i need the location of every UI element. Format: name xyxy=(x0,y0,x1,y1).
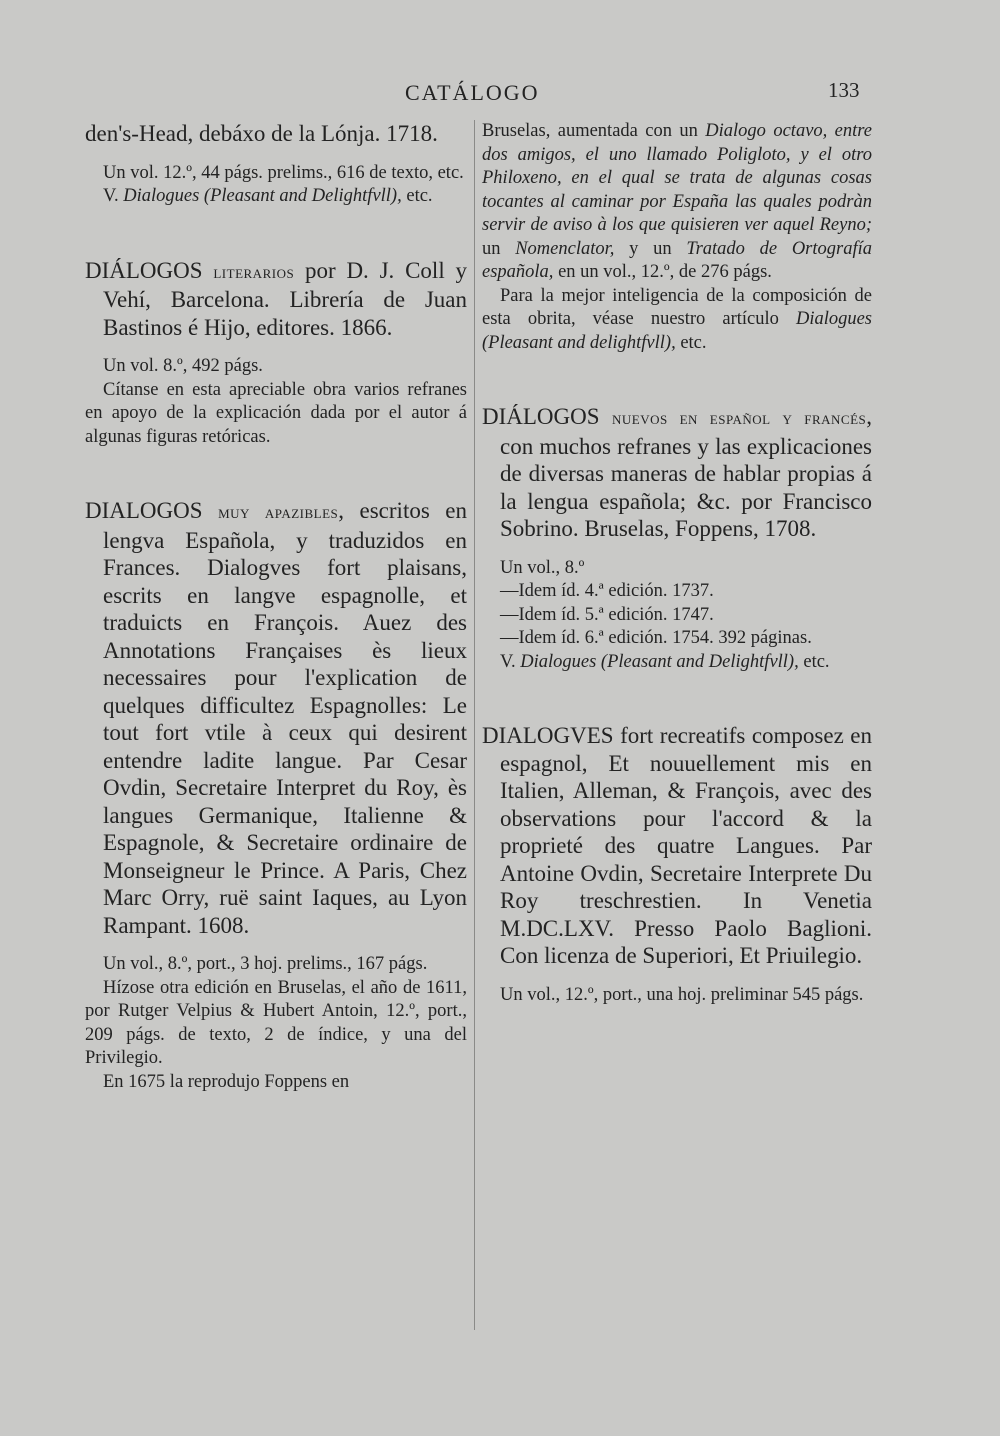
continued-entry-heading: den's-Head, debáxo de la Lónja. 1718. xyxy=(85,121,438,146)
running-title: CATÁLOGO xyxy=(405,80,540,105)
continued-entry-see-also: V. Dialogues (Pleasant and Delightfvll), etc. xyxy=(103,186,433,206)
entry-dialogos-nuevos-see-also: V. Dialogues (Pleasant and Delightfvll), etc. xyxy=(500,651,830,672)
right-column xyxy=(482,120,872,1007)
entry-dialogos-nuevos-edition-1747: —Idem íd. 5.ª edición. 1747. xyxy=(500,604,714,625)
entry-dialogos-nuevos: DIÁLOGOS nuevos en español y francés, con muchos refranes y las explicaciones de diversas maneras de hablar propias á la lengua española; &c. por Francisco Sobrino. Bruselas, Foppens, 1708. xyxy=(482,404,873,541)
left-column xyxy=(85,120,467,1094)
page-number: 133 xyxy=(828,78,860,102)
entry-dialogos-literarios: DIÁLOGOS literarios por D. J. Coll y Vehí, Barcelona. Librería de Juan Bastinos é Hijo, editores. 1866. xyxy=(85,257,468,340)
column-divider xyxy=(474,120,475,1330)
continued-entry-text: Bruselas, aumentada con un Dialogo octavo, entre dos amigos, el uno llamado Poligloto, y el otro Philoxeno, en el qual se trata de algunas cosas tocantes al caminar por España las quales podràn servir de aviso à los que quisieren ver aquel Reyno; un Nomenclator, y un Tratado de Ortografía española, en un vol., 12.º, de 276 págs. xyxy=(482,121,873,282)
entry-dialogves-fort-recreatifs: DIALOGVES fort recreatifs composez en espagnol, Et nouuellement mis en Italien, Alleman, & François, avec des observations pour l'accord & la proprieté des quatre Langues. Par Antoine Ovdin, Secretaire Interprete Du Roy treschrestien. In Venetia M.DC.LXV. Presso Paolo Baglioni. Con licenza de Superiori, Et Priuilegio. xyxy=(482,723,872,968)
entry-dialogos-muy-apazibles: DIALOGOS muy apazibles, escritos en lengva Española, y traduzidos en Frances. Dialogves fort plaisans, escrits en langve espagnolle, et traduicts en François. Auez des Annotations Françaises ès lieux necessaires pour l'explication de quelques difficultez Espagnolles: Le tout fort vtile à ceux qui desirent entendre ladite langue. Par Cesar Ovdin, Secretaire Interpret du Roy, ès langues Germanique, Italienne & Espagnole, & Secretaire ordinaire de Monseigneur le Prince. A Paris, Chez Marc Orry, ruë saint Iaques, au Lyon Rampant. 1608. xyxy=(85,498,468,938)
continued-entry-description: Un vol. 12.º, 44 págs. prelims., 616 de texto, etc. xyxy=(103,162,464,183)
page-header xyxy=(0,80,1000,114)
entry-dialogves-description: Un vol., 12.º, port., una hoj. preliminar 545 págs. xyxy=(500,984,864,1005)
entry-dialogos-nuevos-edition-1737: —Idem íd. 4.ª edición. 1737. xyxy=(500,581,714,601)
entry-dialogos-nuevos-description: Un vol., 8.º xyxy=(500,557,585,578)
entry-dialogos-literarios-description: Un vol. 8.º, 492 págs. xyxy=(103,356,263,376)
entry-dialogos-muy-apazibles-note: Hízose otra edición en Bruselas, el año de 1611, por Rutger Velpius & Hubert Antoin, 12.º, port., 209 págs. de texto, 2 de índice, y una del Privilegio. xyxy=(85,977,467,1068)
entry-dialogos-muy-apazibles-note-cont: En 1675 la reprodujo Foppens en xyxy=(103,1071,350,1092)
continued-entry-note: Para la mejor inteligencia de la composición de esta obrita, véase nuestro artículo Dialogues (Pleasant and delightfvll), etc. xyxy=(482,285,873,353)
entry-dialogos-literarios-note: Cítanse en esta apreciable obra varios refranes en apoyo de la explicación dada por el autor á algunas figuras retóricas. xyxy=(85,379,467,447)
entry-dialogos-muy-apazibles-description: Un vol., 8.º, port., 3 hoj. prelims., 167 págs. xyxy=(103,954,428,974)
entry-dialogos-nuevos-edition-1754: —Idem íd. 6.ª edición. 1754. 392 páginas. xyxy=(500,628,812,648)
